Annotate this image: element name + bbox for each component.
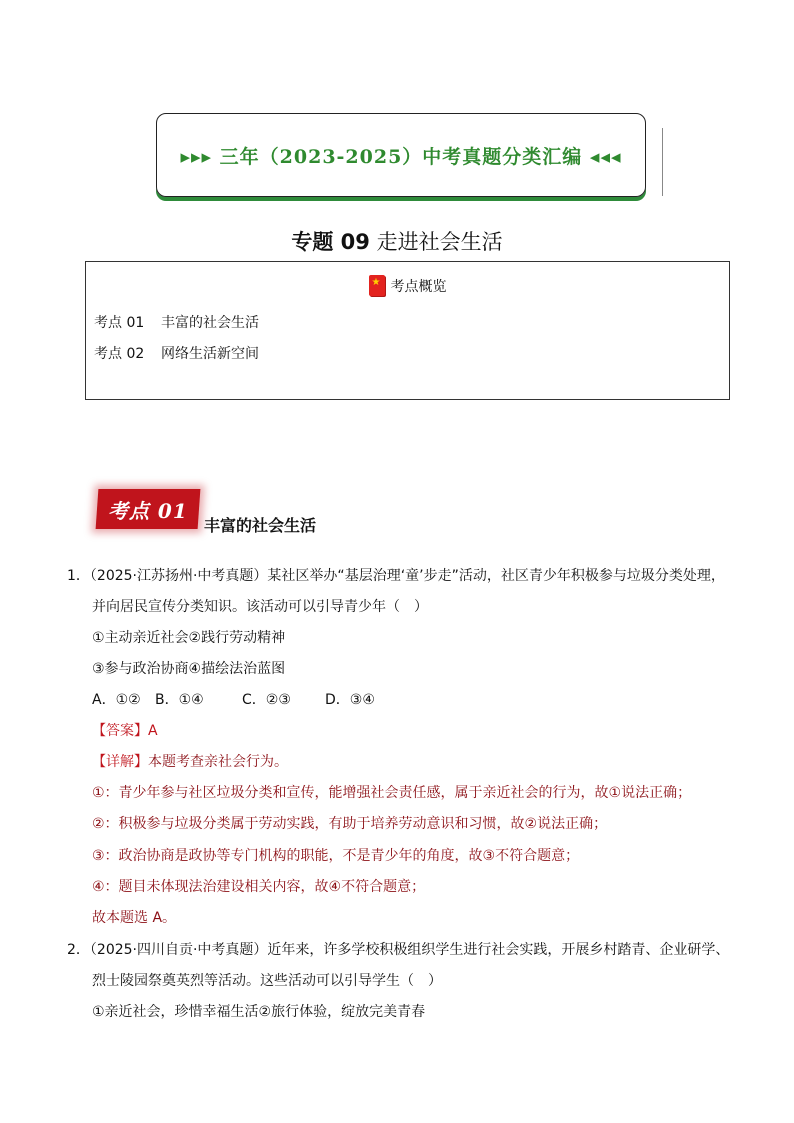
q1-option-b: B．①④ — [155, 692, 204, 708]
q1-answer — [92, 721, 158, 741]
overview-item-code: 考点 02 — [94, 346, 145, 362]
title-banner — [156, 113, 646, 197]
overview-item-name: 网络生活新空间 — [161, 346, 259, 362]
detail-text: 本题考查亲社会行为。 — [148, 754, 288, 770]
answer-value: A — [148, 723, 158, 739]
flag-icon — [369, 275, 385, 296]
q2-items-line1: ①亲近社会，珍惜幸福生活②旅行体验，绽放完美青春 — [92, 1004, 426, 1020]
q1-option-c: C．②③ — [242, 692, 291, 708]
overview-item-name: 丰富的社会生活 — [161, 315, 259, 331]
overview-item-code: 考点 01 — [94, 315, 145, 331]
topic-title — [0, 226, 794, 256]
q1-items-line2: ③参与政治协商④描绘法治蓝图 — [92, 661, 286, 677]
q2-stem-line1: 2．（2025·四川自贡·中考真题）近年来，许多学校积极组织学生进行社会实践，开展乡村踏青、企业研学、 — [67, 942, 730, 958]
section-badge-text: 考点 01 — [108, 498, 188, 523]
overview-header — [86, 275, 729, 296]
q1-explanation-3: ③：政治协商是政协等专门机构的职能，不是青少年的角度，故③不符合题意； — [92, 848, 580, 864]
q1-explanation-2: ②：积极参与垃圾分类属于劳动实践，有助于培养劳动意识和习惯，故②说法正确； — [92, 816, 608, 832]
topic-name: 走进社会生活 — [376, 230, 503, 254]
banner-divider — [662, 128, 663, 196]
detail-label: 【详解】 — [92, 754, 148, 770]
section-title: 丰富的社会生活 — [204, 516, 317, 535]
q1-detail — [92, 752, 288, 772]
q1-option-d: D．③④ — [325, 692, 375, 708]
q1-stem-line2: 并向居民宣传分类知识。该活动可以引导青少年（ ） — [92, 599, 428, 615]
q1-items-line1: ①主动亲近社会②践行劳动精神 — [92, 630, 286, 646]
overview-heading: 考点概览 — [390, 278, 447, 295]
section-badge — [96, 489, 201, 529]
q1-stem-line1: 1．（2025·江苏扬州·中考真题）某社区举办“基层治理‘童’步走”活动，社区青少年积极参与垃圾分类处理， — [67, 568, 725, 584]
q1-explanation-4: ④：题目未体现法治建设相关内容，故④不符合题意； — [92, 879, 426, 895]
q1-explanation-1: ①：青少年参与社区垃圾分类和宣传，能增强社会责任感，属于亲近社会的行为，故①说法正确； — [92, 785, 692, 801]
q1-option-a: A．①② — [92, 692, 141, 708]
topic-prefix: 专题 09 — [291, 230, 370, 254]
overview-item — [94, 312, 259, 332]
q2-stem-line2: 烈士陵园祭奠英烈等活动。这些活动可以引导学生（ ） — [92, 973, 442, 989]
q1-conclusion: 故本题选 A。 — [92, 910, 177, 926]
overview-item — [94, 343, 259, 363]
answer-label: 【答案】 — [92, 723, 148, 739]
banner-text: ▸▸▸ 三年（2023-2025）中考真题分类汇编 ◂◂◂ — [180, 145, 622, 168]
overview-box — [85, 261, 730, 400]
q1-options — [92, 690, 375, 710]
